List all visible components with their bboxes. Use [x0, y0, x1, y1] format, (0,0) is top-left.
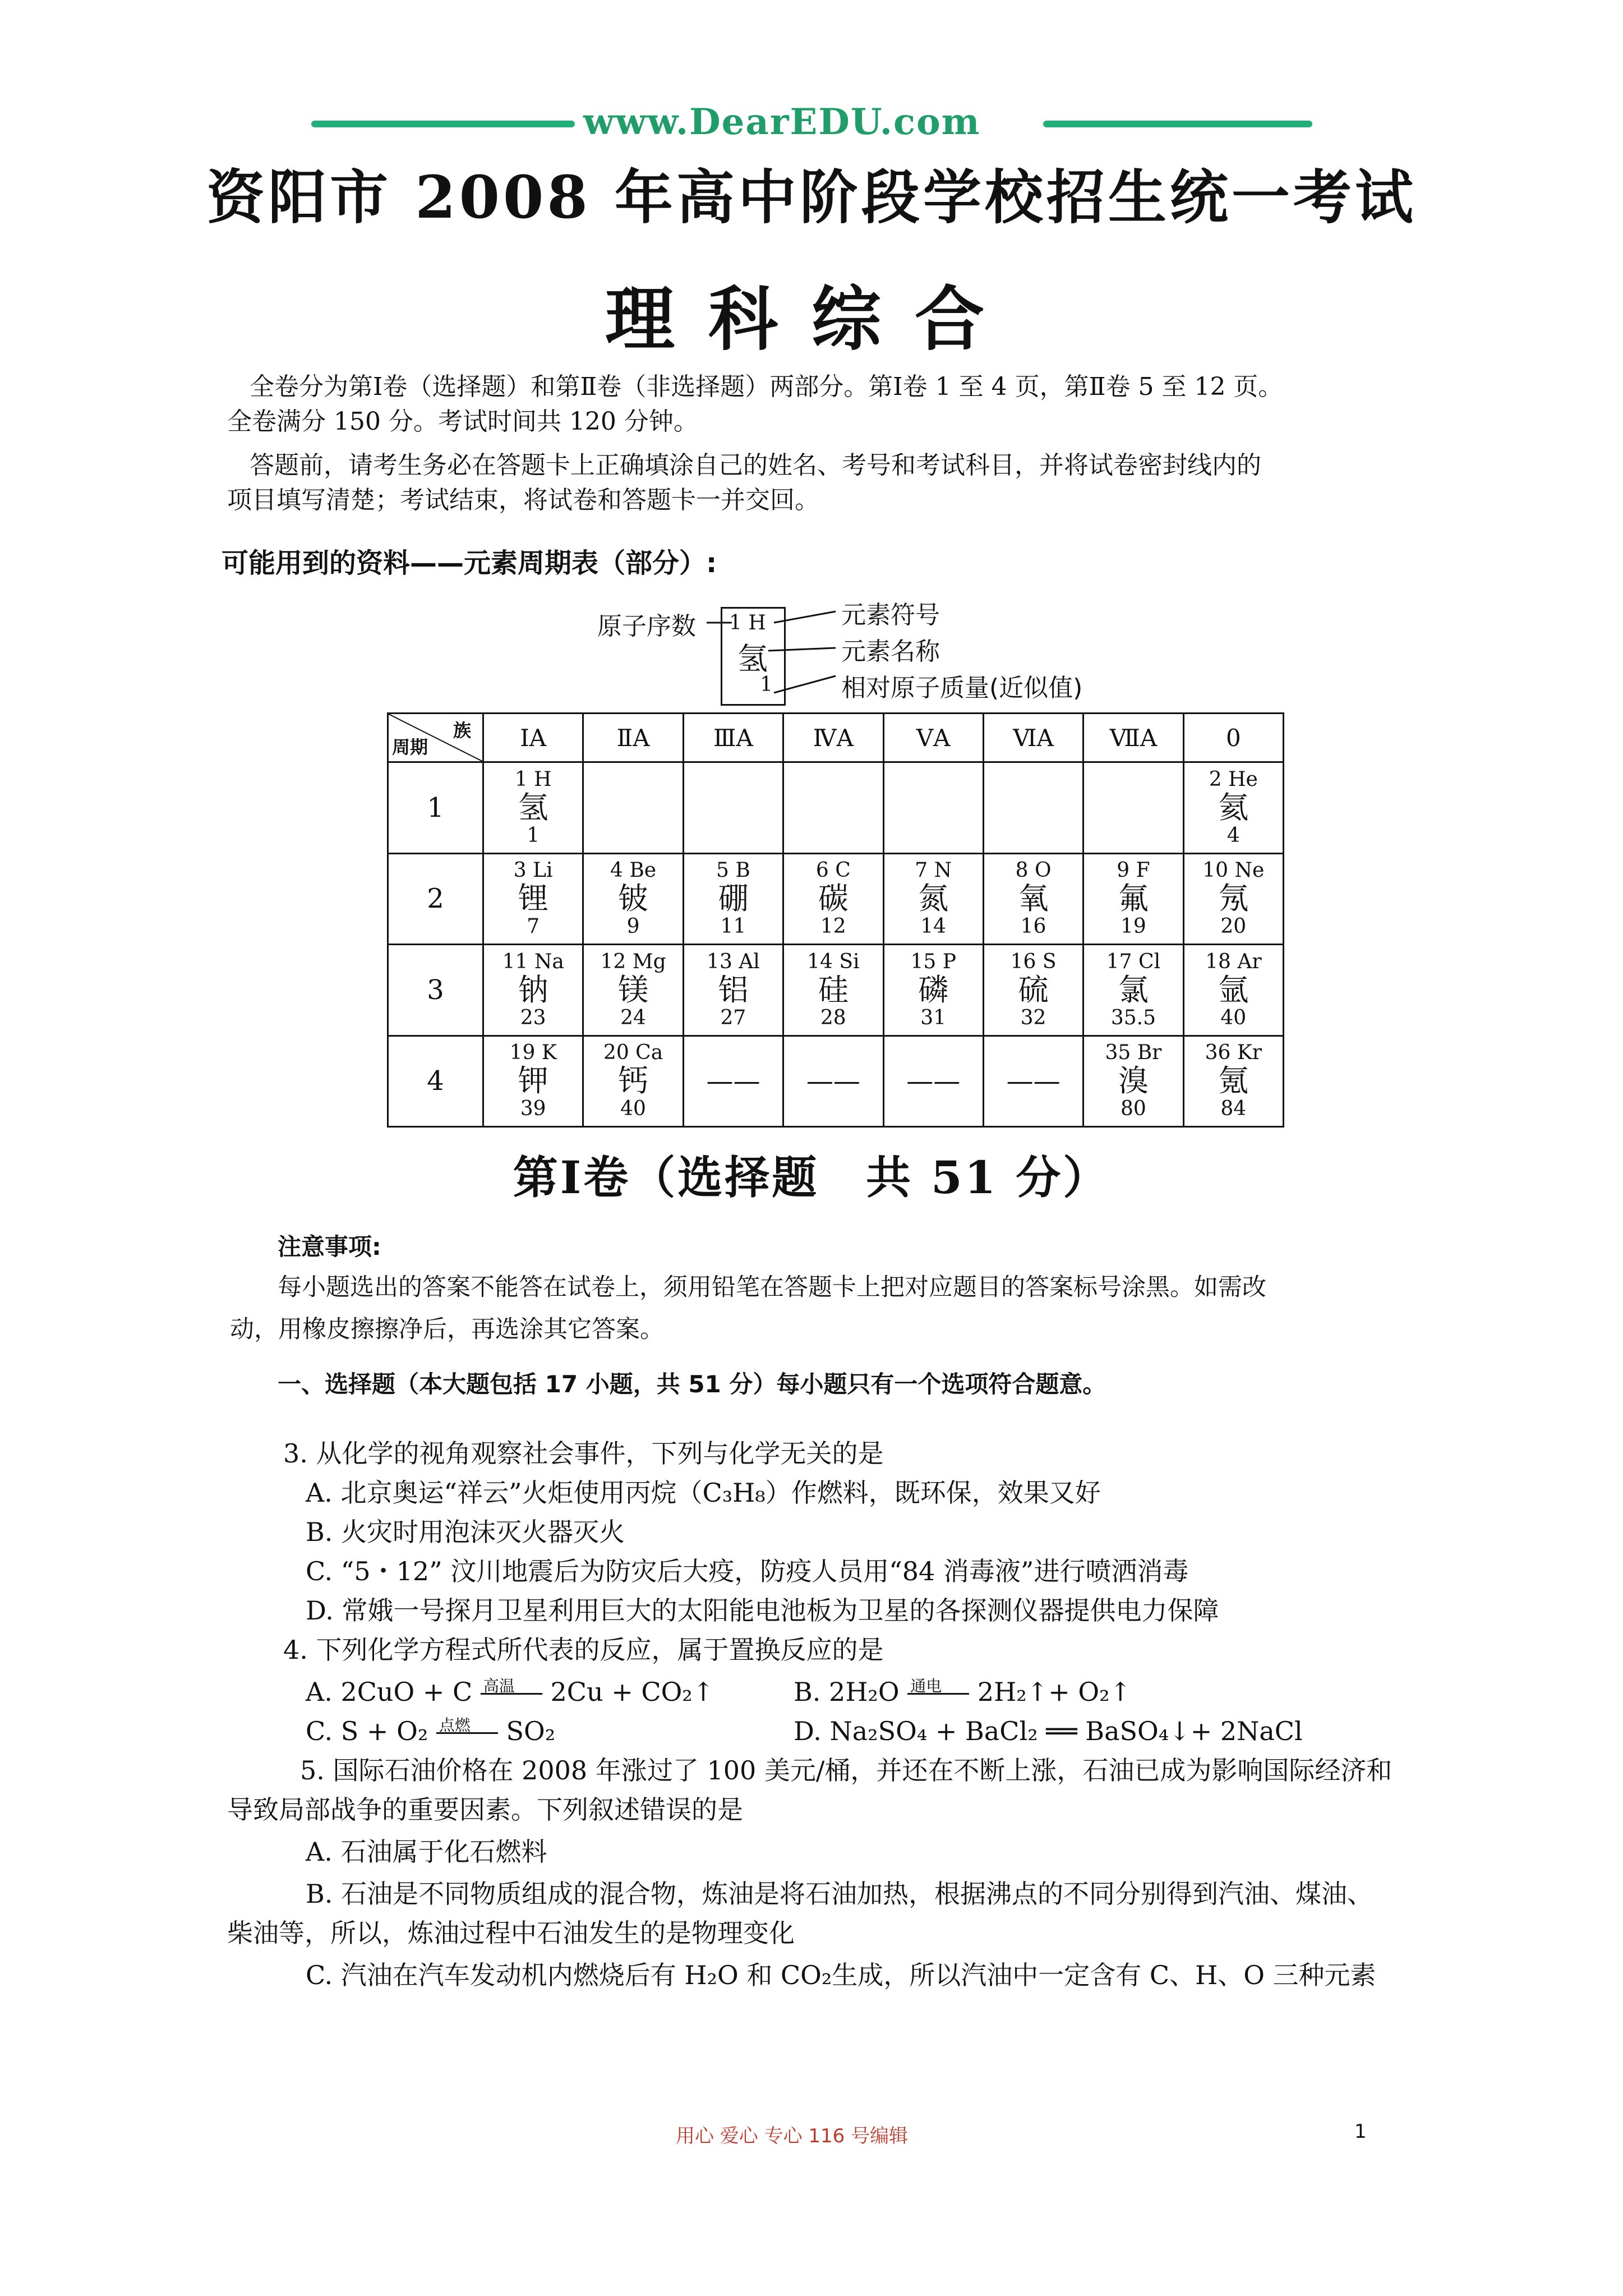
element-cell: [683, 853, 783, 945]
q4-b-left: B. 2H₂O: [794, 1677, 900, 1707]
element-cell: [483, 762, 583, 854]
empty-cell: [583, 762, 683, 854]
period-row: [388, 762, 1284, 854]
period-row: [388, 1036, 1284, 1127]
element-mass: 4: [1227, 823, 1240, 847]
element-mass: 80: [1121, 1097, 1146, 1121]
empty-cell: [683, 762, 783, 854]
element-name: 氟: [1118, 881, 1149, 917]
period-number: 2: [388, 853, 483, 945]
element-mass: 19: [1121, 915, 1146, 938]
q4-b-right: 2H₂↑+ O₂↑: [977, 1677, 1132, 1707]
element-symbol: 36 Kr: [1205, 1041, 1262, 1065]
q5-option-a: A. 石油属于化石燃料: [306, 1837, 547, 1867]
period-number: 3: [388, 945, 483, 1036]
element-cell: [583, 853, 683, 945]
element-mass: 31: [920, 1006, 947, 1029]
q4-c-right: SO₂: [506, 1716, 556, 1746]
element-name: 氪: [1218, 1063, 1249, 1099]
element-cell: [783, 945, 883, 1036]
element-symbol: 16 S: [1010, 950, 1057, 973]
q4-b-condition: 通电: [910, 1677, 942, 1695]
q4-stem: 4. 下列化学方程式所代表的反应，属于置换反应的是: [283, 1635, 884, 1665]
element-mass: 84: [1220, 1097, 1247, 1121]
element-mass: 35.5: [1110, 1006, 1156, 1029]
element-cell: [583, 1036, 683, 1127]
empty-dash-cell: [883, 1036, 983, 1127]
element-mass: 39: [520, 1097, 546, 1121]
element-cell: [683, 945, 783, 1036]
element-name: 硫: [1018, 972, 1049, 1007]
element-symbol: 18 Ar: [1205, 950, 1262, 973]
period-row: [388, 945, 1284, 1036]
intro-line-2: 全卷满分 150 分。考试时间共 120 分钟。: [227, 407, 698, 436]
dash-mark: ——: [1006, 1065, 1061, 1097]
element-symbol: 3 Li: [513, 859, 553, 882]
element-cell: [483, 853, 583, 945]
notice-heading: 注意事项:: [278, 1233, 381, 1260]
element-symbol: 5 B: [716, 859, 750, 882]
table-corner-header: [388, 714, 483, 762]
element-name: 氮: [918, 881, 949, 917]
q4-a-condition: 高温: [483, 1677, 515, 1695]
element-cell: [1183, 853, 1283, 945]
period-number: 4: [388, 1036, 483, 1127]
element-mass: 9: [626, 915, 640, 938]
element-cell: [883, 945, 983, 1036]
empty-cell: [783, 762, 883, 854]
element-mass: 24: [620, 1006, 646, 1029]
footer-text: 用心 爱心 专心 116 号编辑: [676, 2125, 909, 2147]
dash-mark: ——: [806, 1065, 860, 1097]
element-name: 硅: [818, 972, 849, 1007]
q4-a-arrow: [481, 1677, 542, 1705]
q5-option-b-line-2: 柴油等，所以，炼油过程中石油发生的是物理变化: [227, 1918, 795, 1948]
element-symbol: 1 H: [514, 767, 552, 791]
element-name: 硼: [718, 881, 749, 917]
q4-option-d: D. Na₂SO₄ + BaCl₂ ══ BaSO₄↓+ 2NaCl: [794, 1716, 1303, 1746]
reference-heading: 可能用到的资料——元素周期表（部分）:: [222, 547, 717, 579]
element-cell: [1083, 945, 1183, 1036]
q3-option-b: B. 火灾时用泡沫灭火器灭火: [306, 1517, 625, 1547]
legend-sample-name: 氢: [737, 641, 768, 677]
element-name: 镁: [618, 972, 649, 1007]
element-name: 钙: [618, 1063, 649, 1099]
dash-mark: ——: [706, 1065, 760, 1097]
element-mass: 40: [620, 1097, 646, 1121]
q3-option-d: D. 常娥一号探月卫星利用巨大的太阳能电池板为卫星的各探测仪器提供电力保障: [306, 1595, 1219, 1626]
element-name: 氖: [1218, 881, 1249, 917]
part-heading: 一、选择题（本大题包括 17 小题，共 51 分）每小题只有一个选项符合题意。: [278, 1370, 1106, 1398]
period-number: 1: [388, 762, 483, 854]
element-symbol: 19 K: [509, 1041, 557, 1065]
element-cell: [983, 853, 1083, 945]
notice-line-2: 动，用橡皮擦擦净后，再选涂其它答案。: [230, 1315, 664, 1343]
element-mass: 1: [527, 823, 540, 847]
element-name: 钠: [518, 972, 548, 1007]
element-mass: 20: [1220, 915, 1247, 938]
element-symbol: 12 Mg: [600, 950, 666, 973]
notice-line-1: 每小题选出的答案不能答在试卷上，须用铅笔在答题卡上把对应题目的答案标号涂黑。如需改: [278, 1273, 1266, 1301]
subject-title: 理科综合: [605, 279, 1018, 360]
q5-option-c: C. 汽油在汽车发动机内燃烧后有 H₂O 和 CO₂生成，所以汽油中一定含有 C、H、O 三种元素: [306, 1960, 1376, 1990]
element-symbol: 17 Cl: [1106, 950, 1161, 973]
banner-line-right: [1043, 121, 1312, 127]
group-header: ⅤA: [883, 714, 983, 762]
element-cell: [1083, 853, 1183, 945]
corner-group-label: 族: [453, 720, 471, 741]
q4-c-condition: 点燃: [439, 1716, 471, 1734]
q5-stem-line-2: 导致局部战争的重要因素。下列叙述错误的是: [227, 1795, 743, 1825]
group-header: ⅣA: [783, 714, 883, 762]
group-header: ⅦA: [1083, 714, 1183, 762]
element-symbol: 14 Si: [807, 950, 860, 973]
element-name: 氩: [1218, 972, 1249, 1007]
element-mass: 14: [920, 915, 947, 938]
element-mass: 40: [1220, 1006, 1247, 1029]
element-symbol: 11 Na: [502, 950, 564, 973]
legend-mass-label: 相对原子质量(近似值): [841, 674, 1083, 702]
element-mass: 11: [720, 915, 746, 938]
legend-sample-symbol: 1 H: [729, 611, 766, 634]
element-name: 溴: [1118, 1063, 1149, 1099]
element-symbol: 4 Be: [610, 859, 657, 882]
group-header: ⅡA: [583, 714, 683, 762]
element-cell: [1083, 1036, 1183, 1127]
section-title: 第Ⅰ卷（选择题 共 51 分）: [513, 1151, 1110, 1204]
page-number: 1: [1354, 2120, 1367, 2143]
q4-option-c: [306, 1711, 555, 1751]
intro-line-1: 全卷分为第Ⅰ卷（选择题）和第Ⅱ卷（非选择题）两部分。第Ⅰ卷 1 至 4 页，第Ⅱ卷 5 至 12 页。: [250, 372, 1283, 401]
element-symbol: 13 Al: [707, 950, 760, 973]
q4-a-right: 2Cu + CO₂↑: [550, 1677, 714, 1707]
element-cell: [583, 945, 683, 1036]
q4-b-arrow: [907, 1677, 969, 1705]
legend-pointer-lines: [707, 606, 852, 707]
q3-option-c: C. “5・12” 汶川地震后为防灾后大疫，防疫人员用“84 消毒液”进行喷洒消毒: [306, 1556, 1189, 1586]
element-name: 氦: [1218, 789, 1249, 825]
element-name: 氧: [1018, 881, 1049, 917]
group-header: ⅢA: [683, 714, 783, 762]
empty-cell: [883, 762, 983, 854]
q4-option-b: [794, 1672, 1131, 1712]
element-symbol: 2 He: [1209, 767, 1258, 791]
element-cell: [783, 853, 883, 945]
element-cell: [883, 853, 983, 945]
element-mass: 23: [520, 1006, 546, 1029]
group-header: 0: [1183, 714, 1283, 762]
empty-dash-cell: [983, 1036, 1083, 1127]
element-cell: [1183, 945, 1283, 1036]
element-cell: [983, 945, 1083, 1036]
element-name: 铍: [618, 881, 649, 917]
periodic-table: [387, 712, 1284, 1128]
banner-line-left: [311, 121, 575, 127]
element-mass: 12: [820, 915, 846, 938]
element-name: 铝: [718, 972, 749, 1007]
intro-line-3: 答题前，请考生务必在答题卡上正确填涂自己的姓名、考号和考试科目，并将试卷密封线内的: [250, 451, 1261, 480]
element-symbol: 15 P: [910, 950, 956, 973]
q3-option-a: A. 北京奥运“祥云”火炬使用丙烷（C₃H₈）作燃料，既环保，效果又好: [306, 1478, 1101, 1508]
element-name: 磷: [918, 972, 949, 1007]
element-cell: [483, 945, 583, 1036]
element-symbol: 6 C: [815, 859, 851, 882]
intro-line-4: 项目填写清楚；考试结束，将试卷和答题卡一并交回。: [227, 486, 819, 514]
q4-c-arrow: [436, 1716, 498, 1745]
element-mass: 16: [1020, 915, 1046, 938]
element-mass: 7: [527, 915, 540, 938]
element-symbol: 35 Br: [1105, 1041, 1162, 1065]
element-symbol: 8 O: [1015, 859, 1052, 882]
element-name: 锂: [518, 881, 548, 917]
element-name: 氯: [1118, 972, 1149, 1007]
element-name: 氢: [518, 789, 548, 825]
group-header: ⅠA: [483, 714, 583, 762]
element-symbol: 10 Ne: [1202, 859, 1265, 882]
empty-cell: [983, 762, 1083, 854]
element-name: 钾: [518, 1063, 548, 1099]
element-symbol: 9 F: [1117, 859, 1150, 882]
q4-option-a: [306, 1672, 714, 1712]
exam-title: 资阳市 2008 年高中阶段学校招生统一考试: [206, 163, 1417, 232]
period-row: [388, 853, 1284, 945]
group-header: ⅥA: [983, 714, 1083, 762]
legend-atomic-number: 原子序数: [597, 612, 696, 641]
element-mass: 28: [820, 1006, 846, 1029]
empty-cell: [1083, 762, 1183, 854]
empty-dash-cell: [783, 1036, 883, 1127]
q3-stem: 3. 从化学的视角观察社会事件，下列与化学无关的是: [283, 1438, 884, 1469]
element-cell: [483, 1036, 583, 1127]
element-cell: [1183, 1036, 1283, 1127]
q5-stem-line-1: 5. 国际石油价格在 2008 年涨过了 100 美元/桶，并还在不断上涨，石油已成为影响国际经济和: [300, 1755, 1393, 1786]
legend-sample-mass: 1: [760, 673, 773, 696]
q4-c-left: C. S + O₂: [306, 1716, 428, 1746]
q4-a-left: A. 2CuO + C: [306, 1677, 473, 1707]
dash-mark: ——: [906, 1065, 961, 1097]
empty-dash-cell: [683, 1036, 783, 1127]
site-logo: www.DearEDU.com: [583, 101, 981, 143]
element-mass: 27: [720, 1006, 746, 1029]
element-mass: 32: [1020, 1006, 1046, 1029]
corner-period-label: 周期: [392, 737, 428, 758]
legend-name-label: 元素名称: [841, 637, 940, 666]
q5-option-b-line-1: B. 石油是不同物质组成的混合物，炼油是将石油加热，根据沸点的不同分别得到汽油、煤油、: [306, 1879, 1373, 1909]
element-name: 碳: [818, 881, 849, 917]
legend-symbol-label: 元素符号: [841, 601, 940, 629]
element-symbol: 7 N: [915, 859, 952, 882]
element-symbol: 20 Ca: [603, 1041, 663, 1065]
element-cell: [1183, 762, 1283, 854]
